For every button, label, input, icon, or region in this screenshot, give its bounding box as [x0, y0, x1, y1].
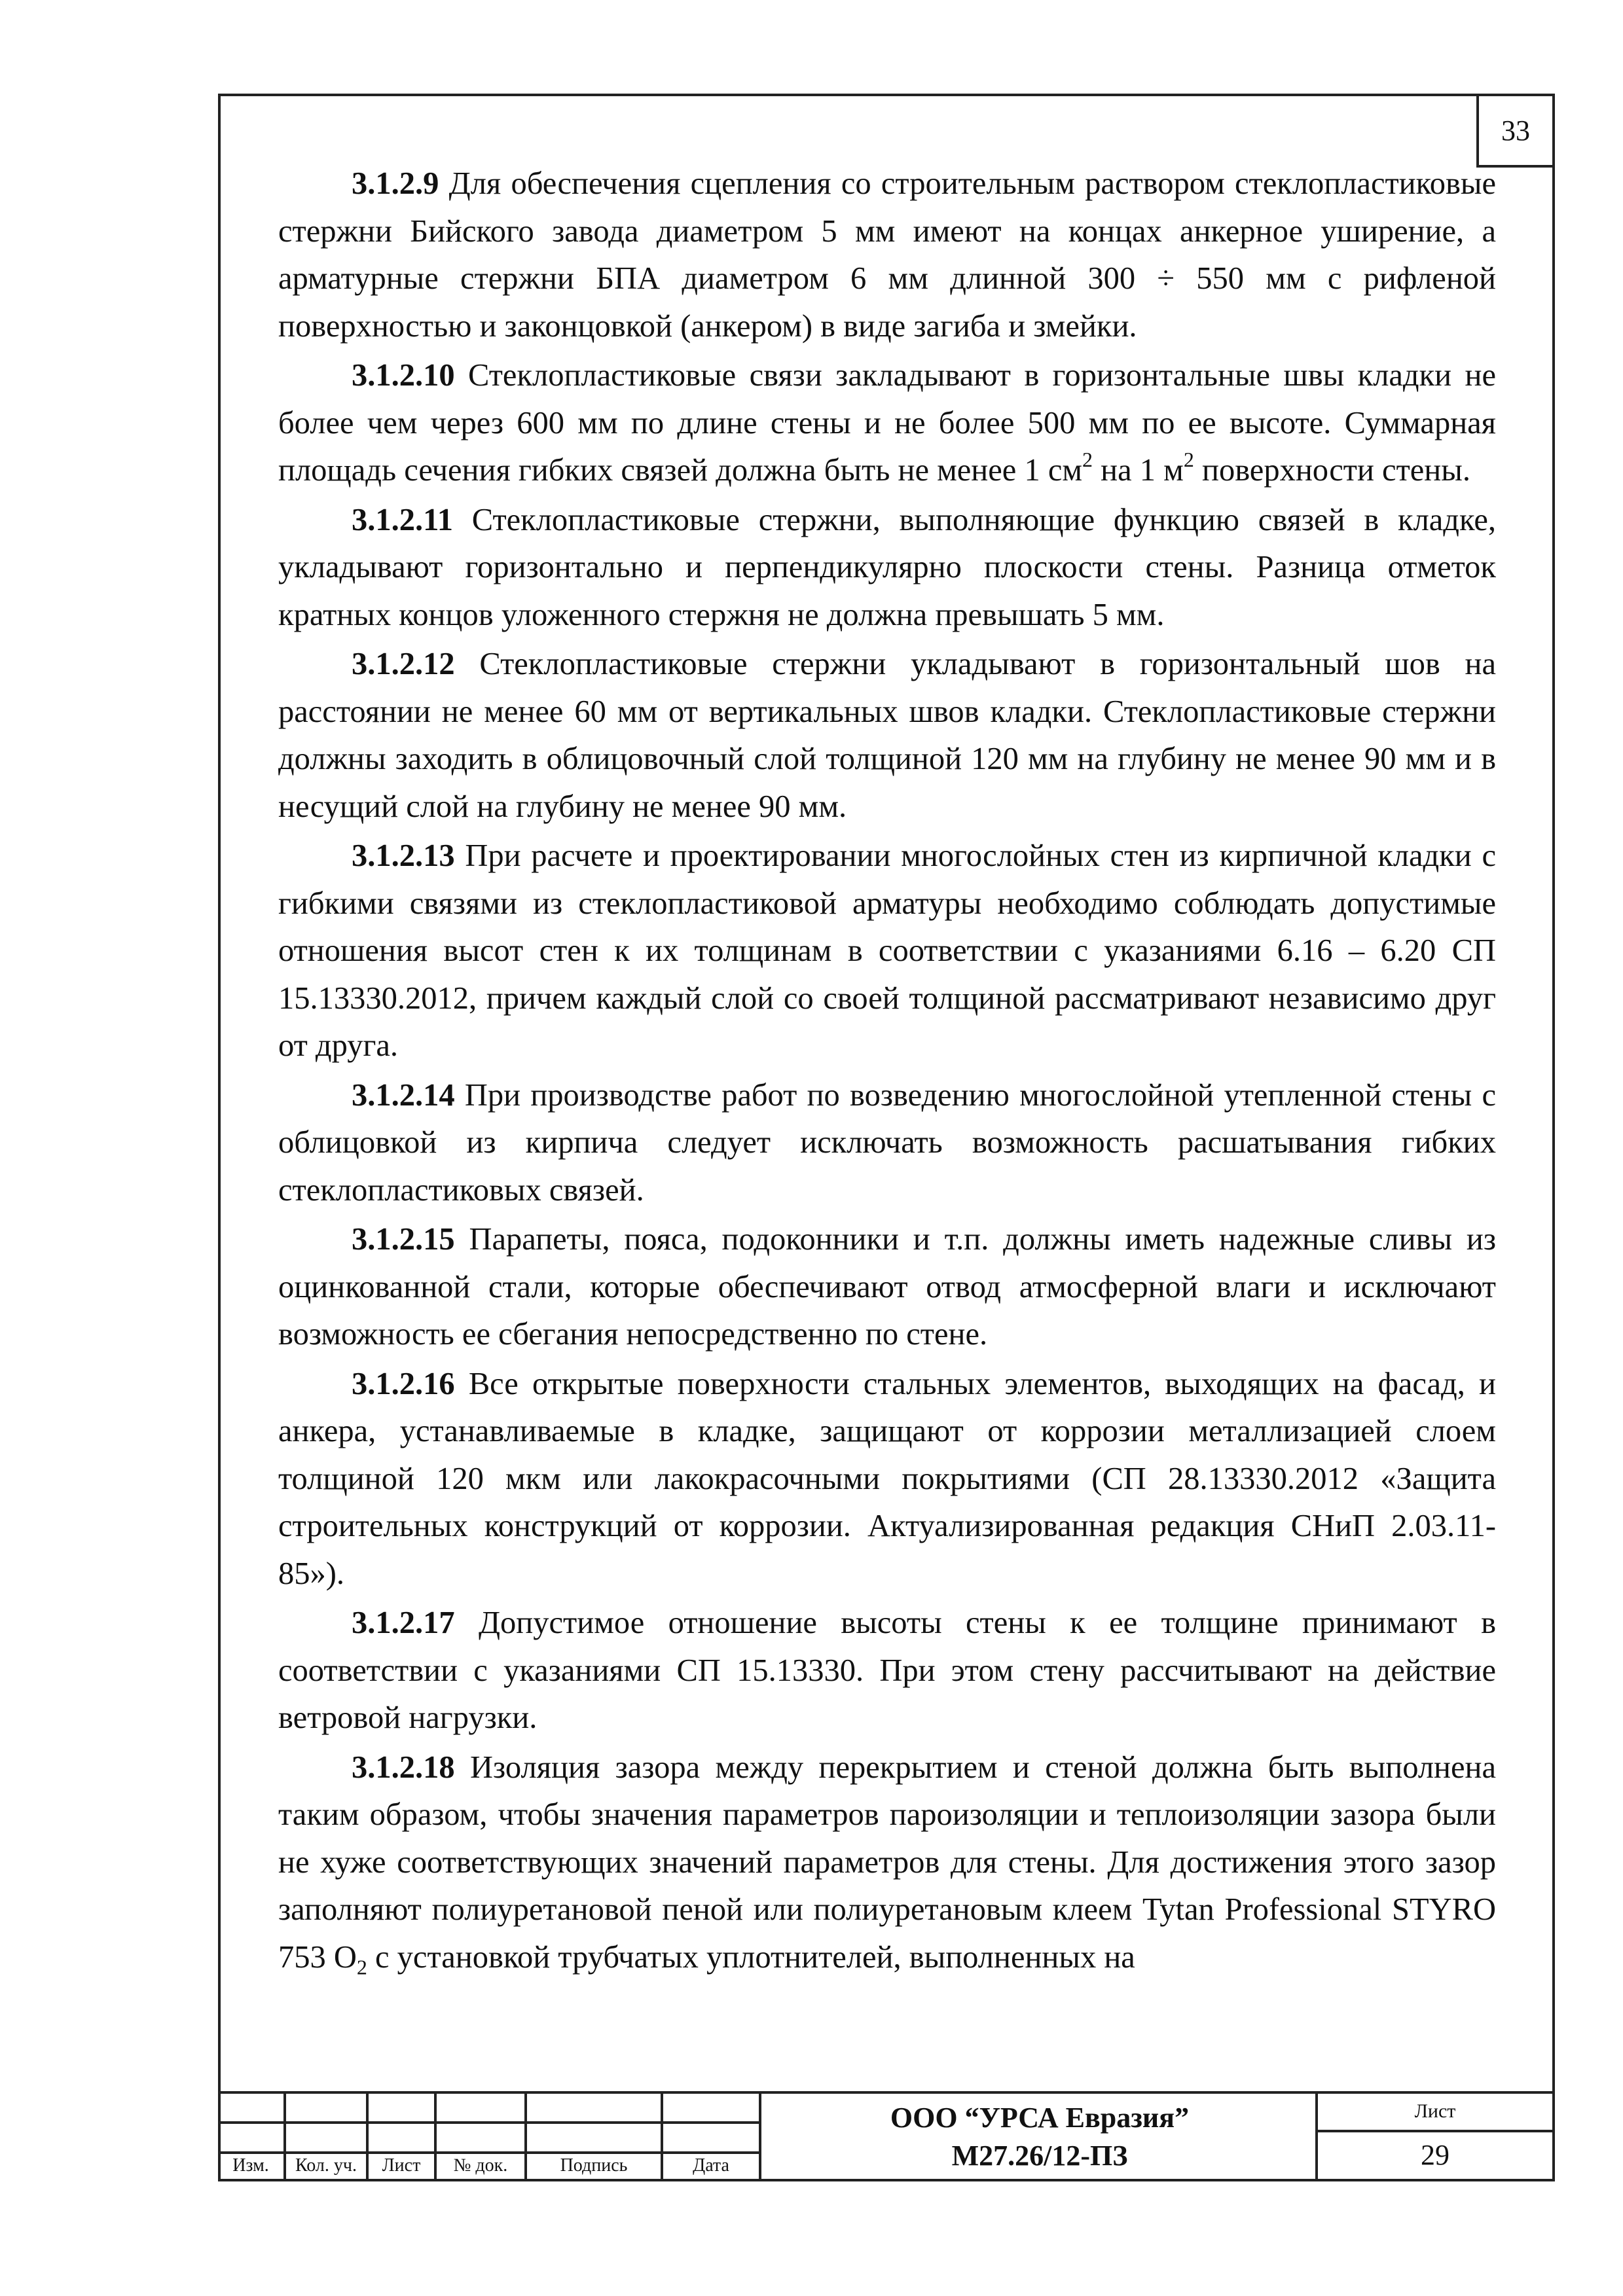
paragraph-text: Для обеспечения сцепления со строительным раствором стеклопластиковые стержни Бийского завода диаметром 5 мм имеют на концах анкерное уширение, а арматурные стержни БПА диаметром 6 мм длинной 300 ÷ 550 мм с рифленой поверхностью и законцовкой (анкером) в виде загиба и змейки. — [278, 166, 1496, 344]
document-body — [278, 160, 1496, 1983]
paragraph-text: Стеклопластиковые стержни, выполняющие функцию связей в кладке, укладывают горизонтально и перпендикулярно плоскости стены. Разница отметок кратных концов уложенного стержня не должна превышать 5 мм. — [278, 502, 1496, 632]
clause-number: 3.1.2.13 — [352, 838, 455, 873]
stamp-label-kol-uch: Кол. уч. — [295, 2155, 357, 2176]
paragraph-text: Стеклопластиковые связи закладывают в горизонтальные швы кладки не более чем через 600 мм по длине стены и не более 500 мм по ее высоте. Суммарная площадь сечения гибких связей должна быть не менее 1 см — [278, 358, 1496, 488]
paragraph-3-1-2-16 — [278, 1361, 1496, 1598]
title-block-stamp — [218, 2091, 1555, 2181]
paragraph-3-1-2-13 — [278, 833, 1496, 1070]
top-page-number: 33 — [1476, 94, 1555, 168]
stamp-label-list: Лист — [382, 2155, 421, 2176]
paragraph-3-1-2-18 — [278, 1744, 1496, 1982]
sheet-label: Лист — [1414, 2100, 1456, 2122]
stamp-sheet-line — [1315, 2130, 1555, 2132]
clause-number: 3.1.2.9 — [352, 166, 439, 201]
superscript: 2 — [1082, 447, 1093, 471]
paragraph-text: Стеклопластиковые стержни укладывают в горизонтальный шов на расстоянии не менее 60 мм от вертикальных швов кладки. Стеклопластиковые стержни должны заходить в облицовочный слой толщиной 120 мм на глубину не менее 90 мм и в несущий слой на глубину не менее 90 мм. — [278, 647, 1496, 824]
paragraph-3-1-2-11 — [278, 497, 1496, 639]
clause-number: 3.1.2.14 — [352, 1077, 455, 1113]
paragraph-text: Все открытые поверхности стальных элементов, выходящих на фасад, и анкера, устанавливаемые в кладке, защищают от коррозии металлизацией слоем толщиной 120 мкм или лакокрасочными покрытиями (СП 28.13330.2012 «Защита строительных конструкций от коррозии. Актуализированная редакция СНиП 2.03.11-85»). — [278, 1366, 1496, 1591]
clause-number: 3.1.2.18 — [352, 1749, 455, 1785]
superscript: 2 — [1183, 447, 1194, 471]
paragraph-3-1-2-15 — [278, 1216, 1496, 1359]
stamp-label-izm: Изм. — [232, 2155, 269, 2176]
document-code: М27.26/12-ПЗ — [951, 2140, 1128, 2172]
paragraph-text: с установкой трубчатых уплотнителей, выполненных на — [367, 1939, 1135, 1975]
paragraph-text: на 1 м — [1093, 453, 1184, 488]
clause-number: 3.1.2.10 — [352, 358, 455, 393]
paragraph-text: При расчете и проектировании многослойных стен из кирпичной кладки с гибкими связями из стеклопластиковой арматуры необходимо соблюдать допустимые отношения высот стен к их толщинам в соответствии с указаниями 6.16 – 6.20 СП 15.13330.2012, причем каждый слой со своей толщиной рассматривают независимо друг от друга. — [278, 838, 1496, 1063]
paragraph-3-1-2-17 — [278, 1600, 1496, 1742]
paragraph-text: Изоляция зазора между перекрытием и стеной должна быть выполнена таким образом, чтобы значения параметров пароизоляции и теплоизоляции зазора были не хуже соответствующих значений параметров для стены. Для достижения этого зазор заполняют полиуретановой пеной или полиуретановым клеем Tytan Professional STYRO 753 O — [278, 1749, 1496, 1975]
clause-number: 3.1.2.17 — [352, 1605, 455, 1640]
paragraph-text: Допустимое отношение высоты стены к ее толщине принимают в соответствии с указаниями СП 15.13330. При этом стену рассчитывают на действие ветровой нагрузки. — [278, 1605, 1496, 1735]
paragraph-3-1-2-12 — [278, 641, 1496, 831]
organization-name: ООО “УРСА Евразия” — [890, 2102, 1190, 2134]
paragraph-text: поверхности стены. — [1194, 453, 1470, 488]
paragraph-3-1-2-14 — [278, 1072, 1496, 1215]
stamp-row-line — [218, 2121, 761, 2124]
subscript: 2 — [356, 1955, 367, 1979]
clause-number: 3.1.2.11 — [352, 502, 453, 537]
stamp-label-date: Дата — [693, 2155, 729, 2176]
paragraph-text: Парапеты, пояса, подоконники и т.п. должны иметь надежные сливы из оцинкованной стали, которые обеспечивают отвод атмосферной влаги и исключают возможность ее сбегания непосредственно по стене. — [278, 1222, 1496, 1352]
paragraph-text: При производстве работ по возведению многослойной утепленной стены с облицовкой из кирпича следует исключать возможность расшатывания гибких стеклопластиковых связей. — [278, 1077, 1496, 1208]
sheet-number: 29 — [1421, 2139, 1450, 2171]
stamp-row-line — [218, 2151, 761, 2154]
clause-number: 3.1.2.16 — [352, 1366, 455, 1401]
clause-number: 3.1.2.15 — [352, 1222, 455, 1257]
clause-number: 3.1.2.12 — [352, 647, 455, 681]
paragraph-3-1-2-10 — [278, 352, 1496, 495]
stamp-label-signature: Подпись — [560, 2155, 628, 2176]
paragraph-3-1-2-9 — [278, 160, 1496, 350]
stamp-label-doc-number: № док. — [453, 2155, 508, 2176]
stamp-top-line — [218, 2091, 1555, 2094]
